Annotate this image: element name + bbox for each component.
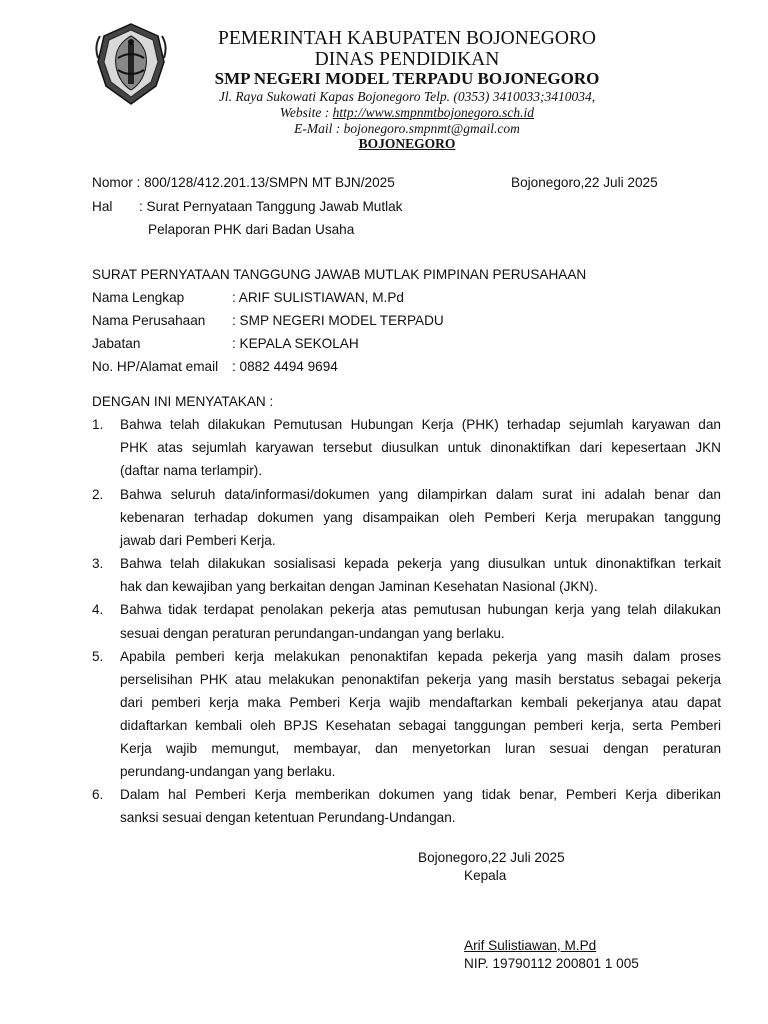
subject-label: Hal — [92, 199, 113, 214]
item-line: Bahwa tidak terdapat penolakan pekerja atas pemutusan hubungan kerja yang telah dilakukan — [120, 602, 721, 617]
field-value-contact: : 0882 4494 9694 — [232, 359, 338, 374]
letterhead-department: DINAS PENDIDIKAN — [314, 49, 500, 70]
letterhead-email: E-Mail : bojonegoro.smpnmt@gmail.com — [294, 121, 520, 136]
item-number: 3. — [92, 556, 104, 571]
item-line: (daftar nama terlampir). — [120, 463, 263, 478]
item-line: perselisihan PHK atau melakukan penonaktifan pekerja yang masih berstatus sebagai pekerja — [120, 672, 721, 687]
website-label: Website : — [279, 105, 333, 120]
item-line: Dalam hal Pemberi Kerja memberikan dokumen yang tidak benar, Pemberi Kerja diberikan — [120, 787, 721, 802]
item-line: perundang-undangan yang berlaku. — [120, 764, 336, 779]
item-line: Bahwa telah dilakukan Pemutusan Hubungan Kerja (PHK) terhadap sejumlah karyawan dan — [120, 417, 721, 432]
letterhead-city: BOJONEGORO — [358, 136, 456, 151]
item-line: kebenaran terhadap dokumen yang disampaikan oleh Pemberi Kerja merupakan tanggung — [120, 510, 721, 525]
field-label-name: Nama Lengkap — [92, 290, 185, 305]
item-number: 6. — [92, 787, 104, 802]
field-value-name: : ARIF SULISTIAWAN, M.Pd — [232, 290, 404, 305]
item-line: sanksi sesuai dengan ketentuan Perundang-Undangan. — [120, 810, 456, 825]
website-link[interactable]: http://www.smpnmtbojonegoro.sch.id — [332, 105, 535, 120]
subject-line-2: Pelaporan PHK dari Badan Usaha — [148, 222, 355, 237]
item-line: PHK atas sejumlah karyawan tersebut diusulkan untuk dinonaktifkan dari kepesertaan JKN — [120, 440, 721, 455]
item-line: sesuai dengan peraturan perundangan-undangan yang berlaku. — [120, 626, 505, 641]
field-label-position: Jabatan — [92, 336, 141, 351]
item-number: 5. — [92, 649, 104, 664]
item-line: Kerja wajib memungut, membayar, dan menyetorkan luran sesuai dengan peraturan — [120, 741, 721, 756]
letter-place-date: Bojonegoro,22 Juli 2025 — [511, 175, 658, 190]
item-number: 2. — [92, 487, 104, 502]
letterhead-school: SMP NEGERI MODEL TERPADU BOJONEGORO — [214, 69, 600, 88]
letter-number: Nomor : 800/128/412.201.13/SMPN MT BJN/2025 — [92, 175, 395, 190]
signatory-name: Arif Sulistiawan, M.Pd — [464, 938, 597, 953]
field-label-company: Nama Perusahaan — [92, 313, 206, 328]
field-label-contact: No. HP/Alamat email — [92, 359, 219, 374]
item-line: jawab dari Pemberi Kerja. — [120, 533, 276, 548]
letterhead-government: PEMERINTAH KABUPATEN BOJONEGORO — [218, 28, 596, 49]
item-number: 1. — [92, 417, 104, 432]
field-value-position: : KEPALA SEKOLAH — [232, 336, 359, 351]
item-line: hak dan kewajiban yang berkaitan dengan Jaminan Kesehatan Nasional (JKN). — [120, 579, 598, 594]
subject-line-1: : Surat Pernyataan Tanggung Jawab Mutlak — [139, 199, 403, 214]
item-line: Bahwa seluruh data/informasi/dokumen yang dilampirkan dalam surat ini adalah benar dan — [120, 487, 721, 502]
letterhead-address: Jl. Raya Sukowati Kapas Bojonegoro Telp. (0353) 3410033;3410034, — [218, 89, 596, 104]
field-value-company: : SMP NEGERI MODEL TERPADU — [232, 313, 444, 328]
item-line: dari pemberi kerja maka Pemberi Kerja wajib mendaftarkan kembali pekerjanya atau dapat — [120, 695, 721, 710]
item-line: didaftarkan kembali oleh BPJS Kesehatan sebagai tanggungan pemberi kerja, serta Pemberi — [120, 718, 721, 733]
declaration-heading: DENGAN INI MENYATAKAN : — [92, 394, 274, 409]
item-line: Apabila pemberi kerja melakukan penonaktifan kepada pekerja yang masih dalam proses — [120, 649, 721, 664]
signatory-nip: NIP. 19790112 200801 1 005 — [464, 956, 639, 971]
signature-position: Kepala — [464, 868, 507, 883]
item-line: Bahwa telah dilakukan sosialisasi kepada pekerja yang diusulkan untuk dinonaktifkan terkait — [120, 556, 721, 571]
item-number: 4. — [92, 602, 104, 617]
statement-title: SURAT PERNYATAAN TANGGUNG JAWAB MUTLAK PIMPINAN PERUSAHAAN — [92, 267, 587, 282]
letterhead-website — [150, 106, 664, 120]
signature-place-date: Bojonegoro,22 Juli 2025 — [418, 850, 565, 865]
